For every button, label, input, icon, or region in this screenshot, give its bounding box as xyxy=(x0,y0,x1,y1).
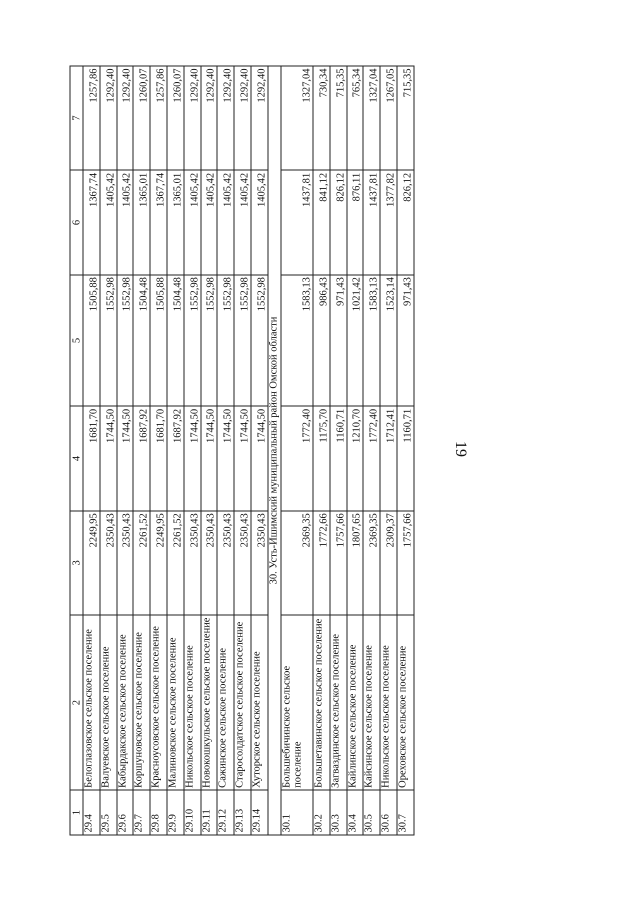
value-cell: 730,34 xyxy=(313,66,330,170)
value-cell: 971,43 xyxy=(330,275,347,407)
value-cell: 1405,42 xyxy=(117,170,134,274)
header-cell: 2 xyxy=(70,615,83,790)
tariff-table xyxy=(70,66,415,836)
value-cell: 2350,43 xyxy=(251,511,268,615)
page-number: 19 xyxy=(452,441,469,457)
value-cell: 1260,07 xyxy=(167,66,184,170)
value-cell: 1437,81 xyxy=(281,170,313,274)
value-cell: 1292,40 xyxy=(201,66,218,170)
value-cell: 1504,48 xyxy=(167,275,184,407)
value-cell: 1160,71 xyxy=(330,406,347,510)
table-row xyxy=(201,66,218,835)
row-name: Новокошкульское сельское поселение xyxy=(201,615,218,790)
value-cell: 715,35 xyxy=(330,66,347,170)
value-cell: 1210,70 xyxy=(347,406,364,510)
value-cell: 1292,40 xyxy=(251,66,268,170)
value-cell: 1377,82 xyxy=(380,170,397,274)
value-cell: 2350,43 xyxy=(117,511,134,615)
table-row xyxy=(281,66,313,835)
value-cell: 2350,43 xyxy=(201,511,218,615)
value-cell: 2369,35 xyxy=(281,511,313,615)
value-cell: 2350,43 xyxy=(184,511,201,615)
value-cell: 1744,50 xyxy=(184,406,201,510)
value-cell: 1681,70 xyxy=(83,406,100,510)
value-cell: 1552,98 xyxy=(117,275,134,407)
table-header-row xyxy=(70,66,83,835)
header-cell: 3 xyxy=(70,511,83,615)
row-name: Никольское сельское поселение xyxy=(184,615,201,790)
table-row xyxy=(167,66,184,835)
table-row xyxy=(100,66,117,835)
header-cell: 7 xyxy=(70,66,83,170)
value-cell: 2261,52 xyxy=(167,511,184,615)
value-cell: 1807,65 xyxy=(347,511,364,615)
table-row xyxy=(217,66,234,835)
value-cell: 1757,66 xyxy=(330,511,347,615)
value-cell: 1712,41 xyxy=(380,406,397,510)
value-cell: 1292,40 xyxy=(184,66,201,170)
table-row xyxy=(150,66,167,835)
row-name: Большетавинское сельское поселение xyxy=(313,615,330,790)
row-name: Белоглазовское сельское поселение xyxy=(83,615,100,790)
row-name: Старосолдатское сельское поселение xyxy=(234,615,251,790)
value-cell: 1021,42 xyxy=(347,275,364,407)
row-index: 29.10 xyxy=(184,790,201,835)
row-name: Сажинское сельское поселение xyxy=(217,615,234,790)
value-cell: 1367,74 xyxy=(150,170,167,274)
value-cell: 1744,50 xyxy=(201,406,218,510)
value-cell: 1257,86 xyxy=(150,66,167,170)
value-cell: 1292,40 xyxy=(100,66,117,170)
row-index: 29.14 xyxy=(251,790,268,835)
value-cell: 1552,98 xyxy=(217,275,234,407)
value-cell: 1365,01 xyxy=(167,170,184,274)
value-cell: 1583,13 xyxy=(281,275,313,407)
value-cell: 841,12 xyxy=(313,170,330,274)
value-cell: 1552,98 xyxy=(100,275,117,407)
row-name: Никольское сельское поселение xyxy=(380,615,397,790)
value-cell: 1405,42 xyxy=(184,170,201,274)
table-row xyxy=(83,66,100,835)
value-cell: 1744,50 xyxy=(234,406,251,510)
section-title: 30. Усть-Ишимский муниципальный район Омской области xyxy=(268,66,281,835)
table-row xyxy=(184,66,201,835)
row-index: 30.5 xyxy=(363,790,380,835)
row-index: 29.6 xyxy=(117,790,134,835)
header-cell: 5 xyxy=(70,275,83,407)
row-index: 29.11 xyxy=(201,790,218,835)
row-index: 29.4 xyxy=(83,790,100,835)
value-cell: 1583,13 xyxy=(363,275,380,407)
value-cell: 1257,86 xyxy=(83,66,100,170)
value-cell: 1687,92 xyxy=(167,406,184,510)
value-cell: 1552,98 xyxy=(184,275,201,407)
row-index: 29.12 xyxy=(217,790,234,835)
value-cell: 1744,50 xyxy=(117,406,134,510)
value-cell: 1681,70 xyxy=(150,406,167,510)
value-cell: 2350,43 xyxy=(234,511,251,615)
table-row xyxy=(380,66,397,835)
row-index: 30.4 xyxy=(347,790,364,835)
value-cell: 715,35 xyxy=(397,66,414,170)
value-cell: 1552,98 xyxy=(234,275,251,407)
row-name: Большебичинское сельское поселение xyxy=(281,615,313,790)
value-cell: 1552,98 xyxy=(251,275,268,407)
value-cell: 1292,40 xyxy=(217,66,234,170)
row-index: 30.2 xyxy=(313,790,330,835)
value-cell: 826,12 xyxy=(330,170,347,274)
header-cell: 6 xyxy=(70,170,83,274)
value-cell: 1405,42 xyxy=(217,170,234,274)
value-cell: 1687,92 xyxy=(133,406,150,510)
value-cell: 1327,04 xyxy=(363,66,380,170)
table-row xyxy=(397,66,414,835)
value-cell: 1505,88 xyxy=(83,275,100,407)
value-cell: 986,43 xyxy=(313,275,330,407)
table-row xyxy=(251,66,268,835)
value-cell: 1405,42 xyxy=(251,170,268,274)
value-cell: 1260,07 xyxy=(133,66,150,170)
value-cell: 1504,48 xyxy=(133,275,150,407)
value-cell: 1160,71 xyxy=(397,406,414,510)
table-row xyxy=(234,66,251,835)
value-cell: 2261,52 xyxy=(133,511,150,615)
value-cell: 876,11 xyxy=(347,170,364,274)
table-row xyxy=(363,66,380,835)
row-name: Валуевское сельское поселение xyxy=(100,615,117,790)
value-cell: 2350,43 xyxy=(100,511,117,615)
row-index: 30.3 xyxy=(330,790,347,835)
value-cell: 1744,50 xyxy=(251,406,268,510)
row-index: 29.5 xyxy=(100,790,117,835)
header-cell: 1 xyxy=(70,790,83,835)
row-name: Красноусовское сельское поселение xyxy=(150,615,167,790)
row-index: 29.7 xyxy=(133,790,150,835)
value-cell: 2369,35 xyxy=(363,511,380,615)
table-row xyxy=(133,66,150,835)
row-name: Кабырдакское сельское поселение xyxy=(117,615,134,790)
value-cell: 2350,43 xyxy=(217,511,234,615)
row-name: Хуторское сельское поселение xyxy=(251,615,268,790)
value-cell: 1367,74 xyxy=(83,170,100,274)
value-cell: 1175,70 xyxy=(313,406,330,510)
row-index: 30.1 xyxy=(281,790,313,835)
value-cell: 1327,04 xyxy=(281,66,313,170)
value-cell: 2249,95 xyxy=(150,511,167,615)
value-cell: 1772,40 xyxy=(281,406,313,510)
row-name: Коршуновское сельское поселение xyxy=(133,615,150,790)
row-index: 30.7 xyxy=(397,790,414,835)
row-name: Кайсинское сельское поселение xyxy=(363,615,380,790)
value-cell: 1292,40 xyxy=(117,66,134,170)
section-row xyxy=(268,66,281,835)
value-cell: 1744,50 xyxy=(217,406,234,510)
row-name: Малиновское сельское поселение xyxy=(167,615,184,790)
value-cell: 1505,88 xyxy=(150,275,167,407)
value-cell: 971,43 xyxy=(397,275,414,407)
row-index: 29.13 xyxy=(234,790,251,835)
value-cell: 1757,66 xyxy=(397,511,414,615)
value-cell: 765,34 xyxy=(347,66,364,170)
table-row xyxy=(117,66,134,835)
value-cell: 1405,42 xyxy=(100,170,117,274)
value-cell: 1437,81 xyxy=(363,170,380,274)
table-row xyxy=(330,66,347,835)
table-row xyxy=(347,66,364,835)
value-cell: 1772,66 xyxy=(313,511,330,615)
table-row xyxy=(313,66,330,835)
row-index: 29.9 xyxy=(167,790,184,835)
value-cell: 1744,50 xyxy=(100,406,117,510)
value-cell: 1365,01 xyxy=(133,170,150,274)
value-cell: 1552,98 xyxy=(201,275,218,407)
value-cell: 1405,42 xyxy=(201,170,218,274)
value-cell: 2309,37 xyxy=(380,511,397,615)
value-cell: 2249,95 xyxy=(83,511,100,615)
row-index: 30.6 xyxy=(380,790,397,835)
value-cell: 1772,40 xyxy=(363,406,380,510)
row-name: Загваздинское сельское поселение xyxy=(330,615,347,790)
header-cell: 4 xyxy=(70,406,83,510)
row-name: Ореховское сельское поселение xyxy=(397,615,414,790)
value-cell: 1292,40 xyxy=(234,66,251,170)
value-cell: 1267,05 xyxy=(380,66,397,170)
row-name: Кайлинское сельское поселение xyxy=(347,615,364,790)
value-cell: 826,12 xyxy=(397,170,414,274)
value-cell: 1405,42 xyxy=(234,170,251,274)
row-index: 29.8 xyxy=(150,790,167,835)
value-cell: 1523,14 xyxy=(380,275,397,407)
tariff-table-container xyxy=(70,66,415,836)
